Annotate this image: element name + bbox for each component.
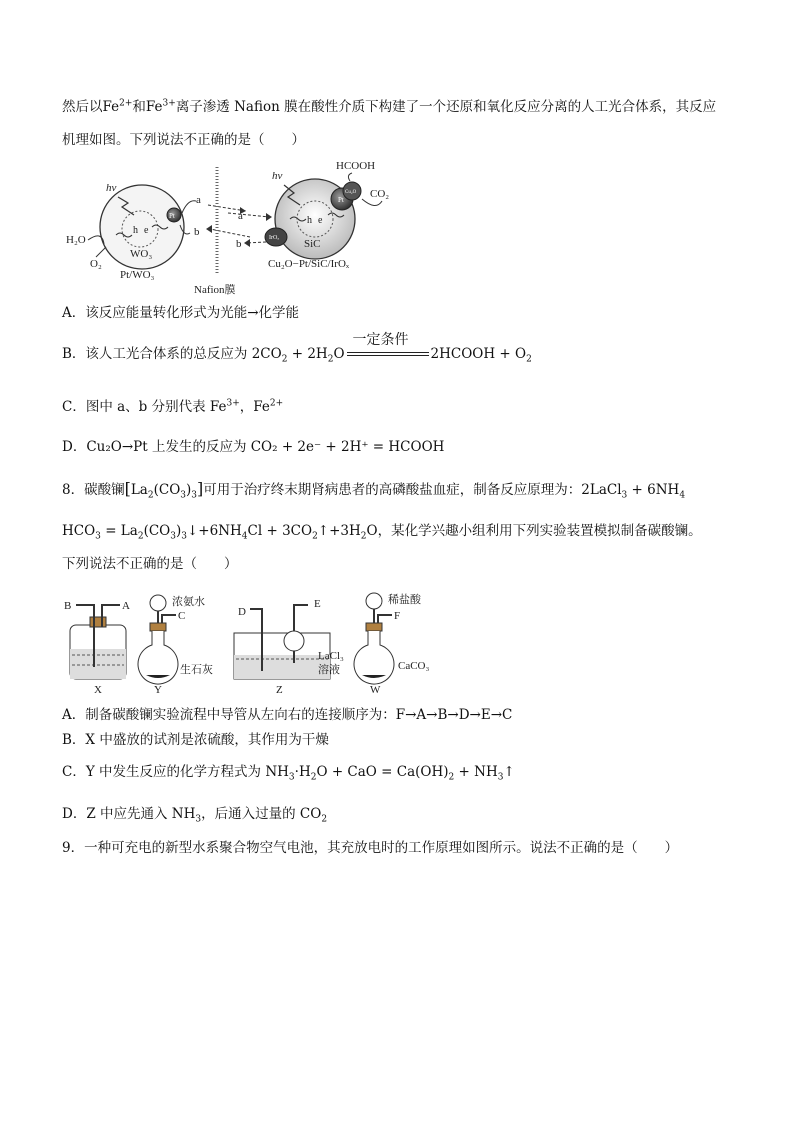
left-wo3: WO₃ xyxy=(130,248,153,260)
arrow-a-right: a xyxy=(238,210,243,222)
arrow-b-top: b xyxy=(194,226,200,238)
label-solution: 溶液 xyxy=(318,664,340,676)
label-F: F xyxy=(394,610,401,622)
right-hcooh: HCOOH xyxy=(336,160,376,172)
label-D: D xyxy=(238,606,246,618)
q7-option-c: C．图中 a、b 分别代表 $Fe^{3+}$，$Fe^{2+}$ xyxy=(62,398,284,415)
right-co2: CO₂ xyxy=(370,188,390,200)
left-o2: O₂ xyxy=(90,258,102,270)
label-E: E xyxy=(314,598,321,610)
left-e: e xyxy=(144,225,149,236)
label-Z: Z xyxy=(276,684,283,696)
q8-option-a: A．制备碳酸镧实验流程中导管从左向右的连接顺序为：F→A→B→D→E→C xyxy=(62,707,513,723)
left-h: h xyxy=(133,225,138,236)
q8-option-c: C．Y 中发生反应的化学方程式为 $NH_3\cdot H_2O$ + CaO = $Ca(OH)_2$ + $NH_3↑$ xyxy=(62,764,515,783)
right-pt: Pt xyxy=(338,196,344,204)
label-A: A xyxy=(122,600,130,612)
label-lacl3: LaCl₃ xyxy=(318,650,344,662)
q9-stem: 9．一种可充电的新型水系聚合物空气电池，其充放电时的工作原理如图所示。说法不正确的是（ ） xyxy=(62,840,679,856)
reaction-condition: 一定条件 xyxy=(352,332,409,348)
q7-stem-line1: 然后以$Fe^{2+}$和$Fe^{3+}$离子渗透 Nafion 膜在酸性介质下构建了一个还原和氧化反应分离的人工光合体系，其反应 xyxy=(62,98,717,115)
q7-option-a: A．该反应能量转化形式为光能→化学能 xyxy=(62,305,300,321)
right-sic: SiC xyxy=(304,238,321,250)
label-ammonia: 浓氨水 xyxy=(172,596,205,608)
left-catalyst: Pt/WO₃ xyxy=(120,269,155,281)
right-hv: hv xyxy=(272,170,283,182)
q7-stem-line2: 机理如图。下列说法不正确的是（ ） xyxy=(62,132,305,148)
membrane-label: Nafion膜 xyxy=(194,284,236,296)
arrow-a-top: a xyxy=(196,194,201,206)
label-caco3: CaCO₃ xyxy=(398,660,430,672)
left-hv: hv xyxy=(106,182,117,194)
q8-stem-line2: $HCO_3$ = $La_2(CO_3)_3↓+6NH_4Cl$ + $3CO_2↑+3H_2O$，某化学兴趣小组利用下列实验装置模拟制备碳酸镧。 xyxy=(62,523,702,542)
q7-photosynthesis-diagram xyxy=(60,155,400,297)
label-B: B xyxy=(64,600,72,612)
q8-option-b: B．X 中盛放的试剂是浓硫酸，其作用为干燥 xyxy=(62,732,329,748)
q8-stem-line1: 8．碳酸镧$[La_2(CO_3)_3]$可用于治疗终末期肾病患者的高磷酸盐血症，制备反应原理为：2LaCl$_3$ + $6NH_4$ xyxy=(62,479,686,501)
label-C: C xyxy=(178,610,186,622)
right-irox: IrOₓ xyxy=(269,235,280,241)
label-hcl: 稀盐酸 xyxy=(388,594,421,606)
right-h: h xyxy=(307,215,312,226)
label-Y: Y xyxy=(154,684,162,696)
label-W: W xyxy=(370,684,381,696)
q7-option-d: D．Cu₂O→Pt 上发生的反应为 CO₂ + 2e⁻ + 2H⁺ = HCOOH xyxy=(62,439,445,455)
arrow-b-right: b xyxy=(236,238,242,250)
q8-apparatus-diagram xyxy=(62,583,442,698)
left-pt: Pt xyxy=(169,212,175,220)
q8-stem-line3: 下列说法不正确的是（ ） xyxy=(62,556,238,572)
q7-option-b: B．该人工光合体系的总反应为 $2CO_2 + 2H_2O$ 一定条件 2HCOOH + $O_2$ xyxy=(62,332,532,365)
label-lime: 生石灰 xyxy=(180,664,213,676)
right-cu2o: Cu₂O xyxy=(345,190,357,195)
right-e: e xyxy=(318,215,323,226)
right-catalyst: Cu₂O−Pt/SiC/IrOₓ xyxy=(268,258,350,270)
q8-option-d: D．Z 中应先通入 $NH_3$，后通入过量的 $CO_2$ xyxy=(62,806,328,825)
label-X: X xyxy=(94,684,102,696)
left-h2o: H₂O xyxy=(66,234,86,246)
